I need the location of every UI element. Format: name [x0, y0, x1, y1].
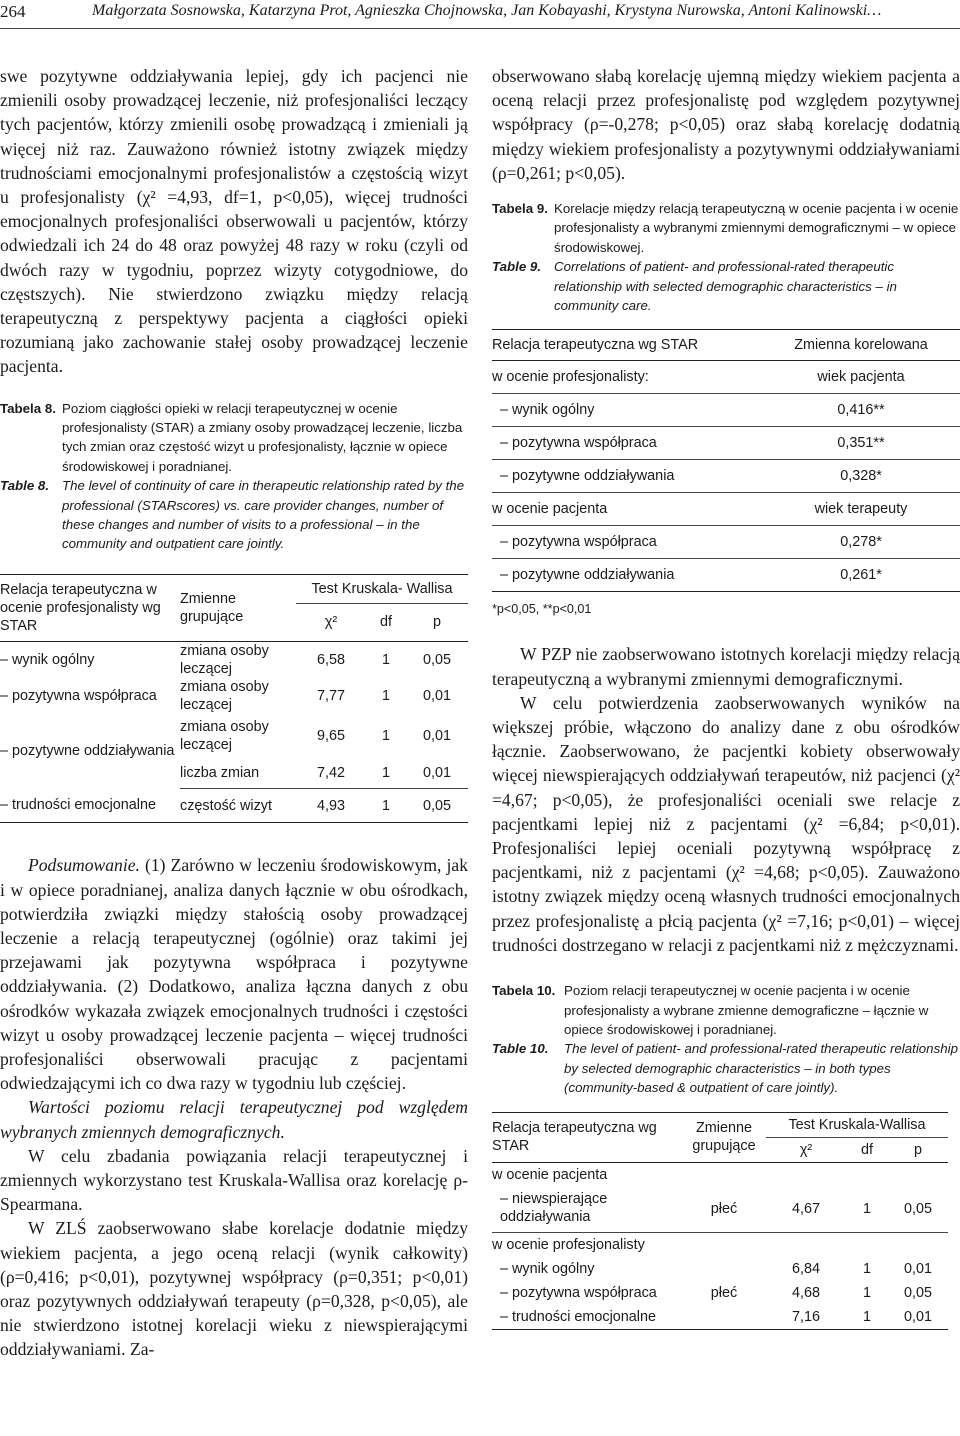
table8 — [0, 574, 468, 824]
table8-row-chi: 7,77 — [316, 687, 345, 704]
table8-row-var: liczba zmian — [180, 758, 296, 789]
table9-head-zmienna: Zmienna korelowana — [794, 337, 928, 354]
table9-var-wiek-pacjenta: wiek pacjenta — [817, 369, 905, 386]
table8-label-en: Table 8. — [0, 478, 50, 494]
table10-row-var — [682, 1305, 766, 1330]
table10-row-label: – wynik ogólny — [500, 1260, 595, 1277]
table10-row-var: płeć — [710, 1284, 738, 1301]
table8-head-test: Test Kruskala- Wallisa — [296, 574, 468, 603]
table9-row-label: – pozytywne oddziaływania — [500, 567, 675, 584]
table9-row-label: – wynik ogólny — [500, 402, 595, 419]
table10-row-df: 1 — [862, 1201, 871, 1218]
table8-row-label: – wynik ogólny — [0, 651, 95, 668]
table10-head-relacja: Relacja terapeutyczna wg STAR — [492, 1112, 682, 1162]
table10-head-chi: χ² — [766, 1137, 846, 1162]
table8-head-df: df — [366, 604, 406, 642]
table8-row-df: 1 — [381, 797, 390, 814]
table9-var-wiek-terapeuty: wiek terapeuty — [814, 501, 908, 518]
table9-footnote: *p<0,05, **p<0,01 — [492, 602, 592, 617]
table10-section-pacjent: w ocenie pacjenta — [492, 1166, 608, 1183]
table10-row-p: 0,05 — [903, 1201, 932, 1218]
table10-row-p: 0,05 — [903, 1284, 932, 1301]
table10-row-chi: 6,84 — [791, 1260, 820, 1277]
running-header — [0, 0, 960, 28]
table8-row-var: zmiana osoby leczącej — [180, 718, 269, 753]
table10-row-df: 1 — [862, 1284, 871, 1301]
table8-row-var: częstość wizyt — [180, 797, 272, 814]
table8-row-chi: 4,93 — [316, 797, 345, 814]
table8-head-relacja: Relacja terapeutyczna w ocenie profesjonalisty wg STAR — [0, 574, 180, 641]
table9-row-value: 0,261* — [840, 567, 882, 584]
table9-row-label: – pozytywna współpraca — [500, 534, 657, 551]
table10-row-df: 1 — [862, 1308, 871, 1325]
table10-head-p: p — [888, 1137, 948, 1162]
table8-label-pl: Tabela 8. — [0, 400, 56, 416]
table9-row-value: 0,351** — [837, 435, 885, 452]
table8-row-label: – pozytywne oddziaływania — [0, 743, 175, 760]
table8-row-chi: 6,58 — [316, 651, 345, 668]
table9-row-label: – pozytywna współpraca — [500, 435, 657, 452]
table8-row-df: 1 — [381, 651, 390, 668]
table8-caption-pl: Poziom ciągłości opieki w relacji terapeutycznej w ocenie profesjonalisty (STAR) a zmiany osoby prowadzącej leczenie, liczba tych zmian oraz częstość wizyt u profesjonalisty, łącznie w opiece środowiskowej i poradnianej. — [62, 400, 463, 474]
table10-row-var — [682, 1257, 766, 1281]
table10 — [492, 1112, 948, 1330]
table10-row-df: 1 — [862, 1260, 871, 1277]
header-authors: Małgorzata Sosnowska, Katarzyna Prot, Agnieszka Chojnowska, Jan Kobayashi, Krystyna Nurowska, Antoni Kalinowski… — [92, 2, 882, 19]
table9-label-en: Table 9. — [492, 259, 542, 275]
table8-row-label: – trudności emocjonalne — [0, 797, 156, 814]
table8-row-p: 0,01 — [422, 727, 451, 744]
table10-caption-pl: Poziom relacji terapeutycznej w ocenie pacjenta i w ocenie profesjonalisty a wybrane zmienne demograficzne – łącznie w opiece środowiskowej i poradnianej. — [564, 983, 929, 1037]
table10-head-test: Test Kruskala-Wallisa — [766, 1112, 948, 1137]
table9-caption-pl: Korelacje między relacją terapeutyczną w ocenie pacjenta i w ocenie profesjonalisty a wybranymi zmiennymi demograficznymi – w opiece środowiskowej. — [554, 201, 959, 255]
table9 — [492, 329, 960, 592]
left-column — [0, 64, 468, 1362]
table10-caption-en: The level of patient- and professional-rated therapeutic relationship by selected demographic characteristics – in both types (community-based & outpatient of care jointly). — [564, 1041, 958, 1096]
right-column — [492, 64, 960, 1330]
table8-row-p: 0,01 — [422, 687, 451, 704]
table10-label-pl: Tabela 10. — [492, 983, 556, 999]
table10-row-label: – niewspierające oddziaływania — [500, 1190, 608, 1225]
table10-section-profesjonalista: w ocenie profesjonalisty — [492, 1236, 645, 1253]
right-paragraph-2: W PZP nie zaobserwowano istotnych korelacji między relacją terapeutyczną a wybranymi zmiennymi demograficznymi. — [492, 644, 960, 689]
table10-row-label: – pozytywna współpraca — [500, 1284, 657, 1301]
left-paragraph-5: W ZLŚ zaobserwowano słabe korelacje dodatnie między wiekiem pacjenta, a jego oceną relacji (wynik całkowity) (ρ=0,416; p<0,01), pozytywnej współpracy (ρ=0,351; p<0,01) oraz pozytywnych oddziaływań terapeuty (ρ=0,328, p<0,05), ale nie stwierdzono istotnej korelacji wieku z niewspierającymi oddziaływaniami. Za- — [0, 1218, 468, 1360]
table8-row-var: zmiana osoby leczącej — [180, 678, 269, 713]
table10-caption — [492, 981, 960, 1097]
table8-row-p: 0,05 — [422, 651, 451, 668]
table9-caption-en: Correlations of patient- and professional-rated therapeutic relationship with selected demographic characteristics – in community care. — [554, 259, 897, 314]
table9-row-value: 0,328* — [840, 468, 882, 485]
table9-caption — [492, 199, 960, 315]
table9-row-value: 0,416** — [837, 402, 885, 419]
table8-caption-en: The level of continuity of care in therapeutic relationship rated by the professional (STARscores) vs. care provider changes, number of these changes and number of visits to a professional – in the community and outpatient care jointly. — [62, 478, 465, 552]
table10-label-en: Table 10. — [492, 1041, 549, 1057]
left-paragraph-1: swe pozytywne oddziaływania lepiej, gdy ich pacjenci nie zmienili osoby prowadzącej leczenie, niż profesjonaliści leczący tych pacjentów, którzy zmienili osobę prowadzącą i zmieniali ją więcej niż raz. Zauważono również istotny związek między trudnościami emocjonalnymi profesjonalistów a częstością wizyt u profesjonalisty (χ² =4,93, df=1, p<0,05), więcej trudności emocjonalnych profesjonaliści obserwowali u pacjentów, którzy odwiedzali ich 24 do 48 oraz powyżej 48 razy w roku (czyli od dwóch razy w tygodniu, poprzez wizyty cotygodniowe, do częstszych). Nie stwierdzono związku między relacją terapeutyczną z perspektywy pacjenta a ciągłości opieki rozumianą jako zachowanie stałej osoby prowadzącej leczenie pacjenta. — [0, 66, 468, 377]
table8-row-chi: 7,42 — [296, 758, 366, 789]
left-paragraph-4: W celu zbadania powiązania relacji terapeutycznej i zmiennych wykorzystano test Kruskala-Wallisa oraz korelację ρ-Spearmana. — [0, 1145, 468, 1215]
table9-row-value: 0,278* — [840, 534, 882, 551]
page-number: 264 — [0, 2, 26, 21]
subheading-values: Wartości poziomu relacji terapeutycznej pod względem wybranych zmiennych demograficznych. — [0, 1097, 468, 1142]
table8-head-zmienne: Zmienne grupujące — [180, 574, 296, 641]
table10-row-label: – trudności emocjonalne — [500, 1308, 656, 1325]
table8-caption — [0, 399, 468, 554]
table8-row-df: 1 — [366, 758, 406, 789]
table10-head-zmienne: Zmienne grupujące — [682, 1112, 766, 1162]
table10-row-p: 0,01 — [903, 1308, 932, 1325]
table10-row-chi: 7,16 — [791, 1308, 820, 1325]
summary-paragraph — [0, 853, 468, 1095]
table8-head-chi: χ² — [296, 604, 366, 642]
summary-text: (1) Zarówno w leczeniu środowiskowym, jak i w opiece poradnianej, analiza danych łącznie w obu ośrodkach, potwierdziła związki między stałością osoby prowadzącej leczenie a relacją terapeutycznej (ogólnie) oraz takimi jej przejawami jak pozytywna współpraca i pozytywne oddziaływania. (2) Dodatkowo, analiza łączna danych z obu ośrodków wykazała związek emocjonalnych trudności i częstości wizyt u osoby prowadzącej leczenie pacjenta – więcej trudności profesjonaliści obserwowali pracując z pacjentami odwiedzającymi ich co dwa razy w tygodniu lub częściej. — [0, 855, 468, 1094]
table9-section-pacjent: w ocenie pacjenta — [492, 501, 608, 518]
summary-lead: Podsumowanie. — [28, 855, 140, 876]
table10-head-df: df — [846, 1137, 888, 1162]
right-paragraph-1: obserwowano słabą korelację ujemną między wiekiem pacjenta a oceną relacji przez profesjonalistę pod względem pozytywnej współpracy (ρ=-0,278; p<0,05) oraz słabą korelację dodatnią między wiekiem profesjonalisty a pozytywnymi oddziaływaniami (ρ=0,261; p<0,05). — [492, 66, 960, 183]
table10-row-chi: 4,68 — [791, 1284, 820, 1301]
table8-row-df: 1 — [381, 687, 390, 704]
table8-row-p: 0,01 — [406, 758, 468, 789]
header-rule — [0, 28, 960, 29]
table8-row-var: zmiana osoby leczącej — [180, 642, 269, 677]
table10-row-var: płeć — [710, 1201, 738, 1218]
table10-row-p: 0,01 — [903, 1260, 932, 1277]
table8-head-p: p — [406, 604, 468, 642]
table9-section-profesjonalista: w ocenie profesjonalisty: — [492, 369, 649, 386]
table9-head-relacja: Relacja terapeutyczna wg STAR — [492, 337, 699, 354]
table8-row-p: 0,05 — [422, 797, 451, 814]
table8-row-chi: 9,65 — [316, 727, 345, 744]
table8-row-df: 1 — [381, 727, 390, 744]
right-paragraph-3: W celu potwierdzenia zaobserwowanych wyników na większej próbie, włączono do analizy dane z obu ośrodków łącznie. Zaobserwowano, że pacjentki kobiety obserwowały więcej niewspierających oddziaływań terapeutów, niż pacjenci (χ² =4,67; p<0,05), że profesjonaliści oceniali swe relacje z pacjentkami lepiej niż z pacjentami (χ² =6,84; p<0,01). Profesjonaliści lepiej oceniali pozytywną współpracę z pacjentkami, niż z pacjentami (χ² =4,68; p<0,05). Zauważono istotny związek między oceną własnych trudności emocjonalnych przez profesjonalistę a płcią pacjenta (χ² =7,16; p<0,01) – więcej trudności dostrzegano w relacji z pacjentkami niż z mężczyznami. — [492, 692, 960, 955]
table10-row-chi: 4,67 — [791, 1201, 820, 1218]
table8-row-label: – pozytywna współpraca — [0, 687, 157, 704]
table9-row-label: – pozytywne oddziaływania — [500, 468, 675, 485]
table9-label-pl: Tabela 9. — [492, 201, 548, 217]
